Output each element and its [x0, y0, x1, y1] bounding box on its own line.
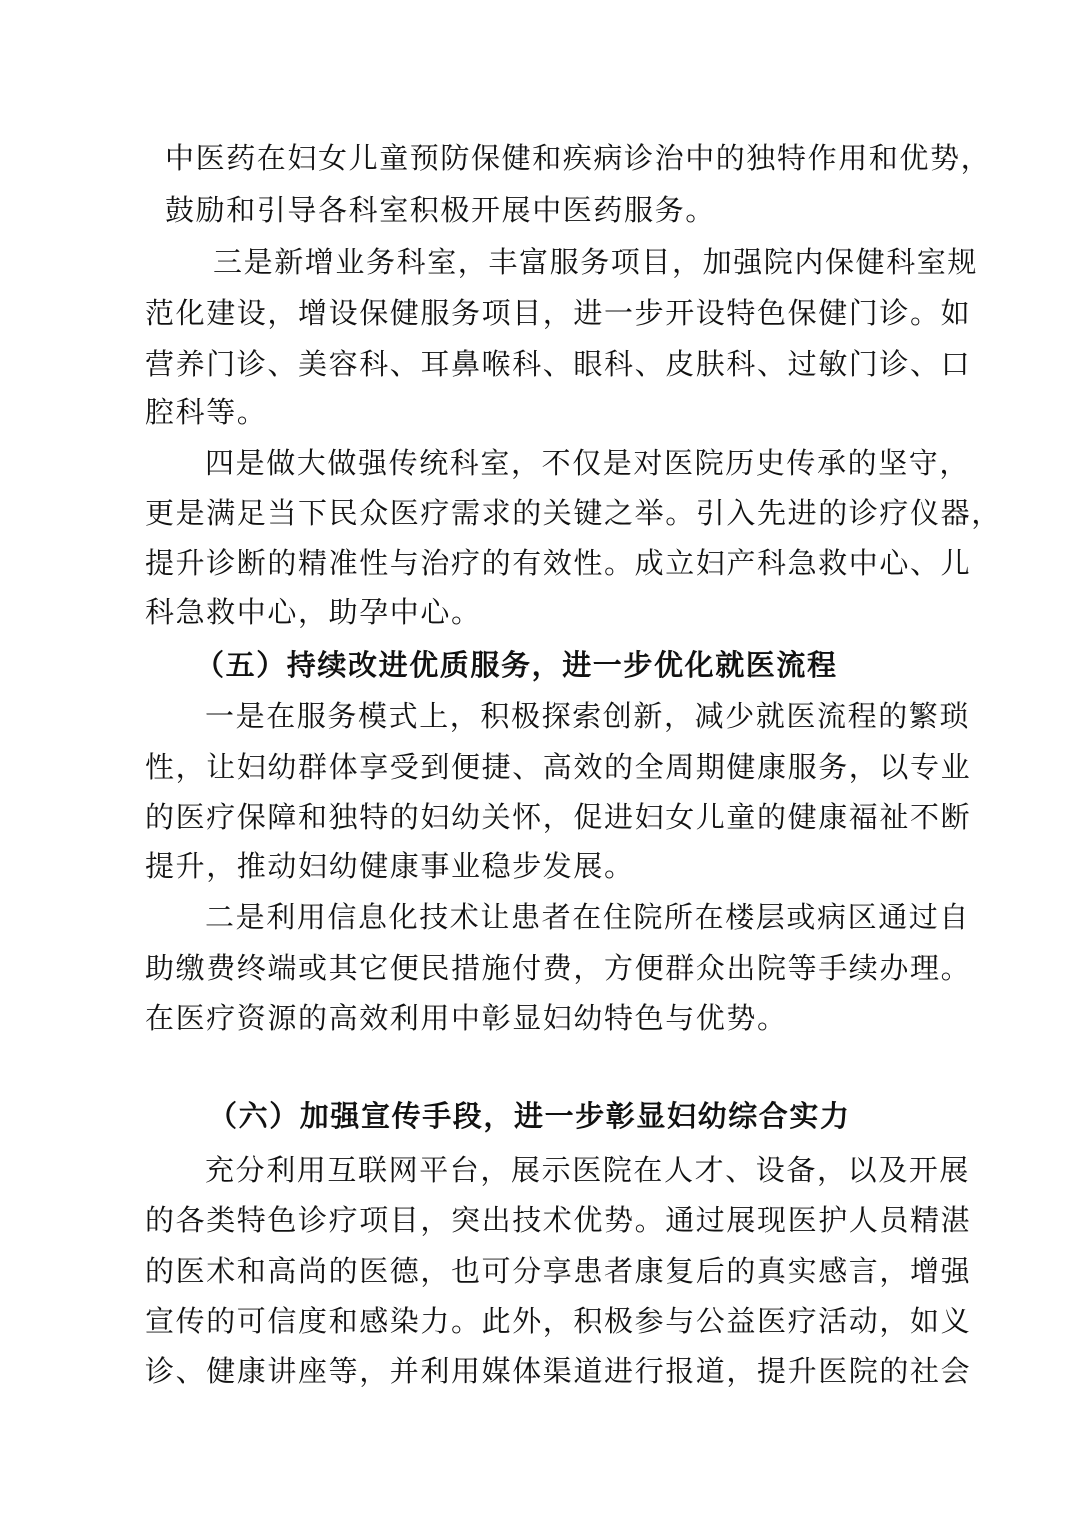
body-line-15: 提升，推动妇幼健康事业稳步发展。: [145, 849, 635, 883]
body-line-24: 诊、健康讲座等，并利用媒体渠道进行报道，提升医院的社会: [145, 1354, 972, 1388]
body-line-17: 助缴费终端或其它便民措施付费，方便群众出院等手续办理。: [145, 951, 972, 985]
body-line-16: 二是利用信息化技术让患者在住院所在楼层或病区通过自: [205, 900, 971, 934]
body-line-4: 范化建设，增设保健服务项目，进一步开设特色保健门诊。如: [145, 296, 972, 330]
body-line-2: 鼓励和引导各科室积极开展中医药服务。: [165, 193, 716, 227]
body-line-14: 的医疗保障和独特的妇幼关怀，促进妇女儿童的健康福祉不断: [145, 800, 972, 834]
body-line-7: 四是做大做强传统科室，不仅是对医院历史传承的坚守，: [205, 446, 971, 480]
body-line-22: 的医术和高尚的医德，也可分享患者康复后的真实感言，增强: [145, 1254, 972, 1288]
section-heading-5: （五）持续改进优质服务，进一步优化就医流程: [195, 648, 838, 682]
body-line-10: 科急救中心，助孕中心。: [145, 595, 482, 629]
body-line-6: 腔科等。: [145, 395, 268, 429]
body-line-23: 宣传的可信度和感染力。此外，积极参与公益医疗活动，如义: [145, 1304, 972, 1338]
body-line-21: 的各类特色诊疗项目，突出技术优势。通过展现医护人员精湛: [145, 1203, 972, 1237]
body-line-3: 三是新增业务科室，丰富服务项目，加强院内保健科室规: [213, 245, 979, 279]
body-line-20: 充分利用互联网平台，展示医院在人才、设备，以及开展: [205, 1153, 971, 1187]
body-line-5: 营养门诊、美容科、耳鼻喉科、眼科、皮肤科、过敏门诊、口: [145, 347, 972, 381]
body-line-1: 中医药在妇女儿童预防保健和疾病诊治中的独特作用和优势，: [165, 141, 992, 175]
body-line-18: 在医疗资源的高效利用中彰显妇幼特色与优势。: [145, 1001, 788, 1035]
section-heading-6: （六）加强宣传手段，进一步彰显妇幼综合实力: [208, 1099, 851, 1133]
body-line-9: 提升诊断的精准性与治疗的有效性。成立妇产科急救中心、儿: [145, 546, 972, 580]
body-line-13: 性，让妇幼群体享受到便捷、高效的全周期健康服务，以专业: [145, 750, 972, 784]
body-line-8: 更是满足当下民众医疗需求的关键之举。引入先进的诊疗仪器，: [145, 496, 1002, 530]
body-line-12: 一是在服务模式上，积极探索创新，减少就医流程的繁琐: [205, 699, 971, 733]
